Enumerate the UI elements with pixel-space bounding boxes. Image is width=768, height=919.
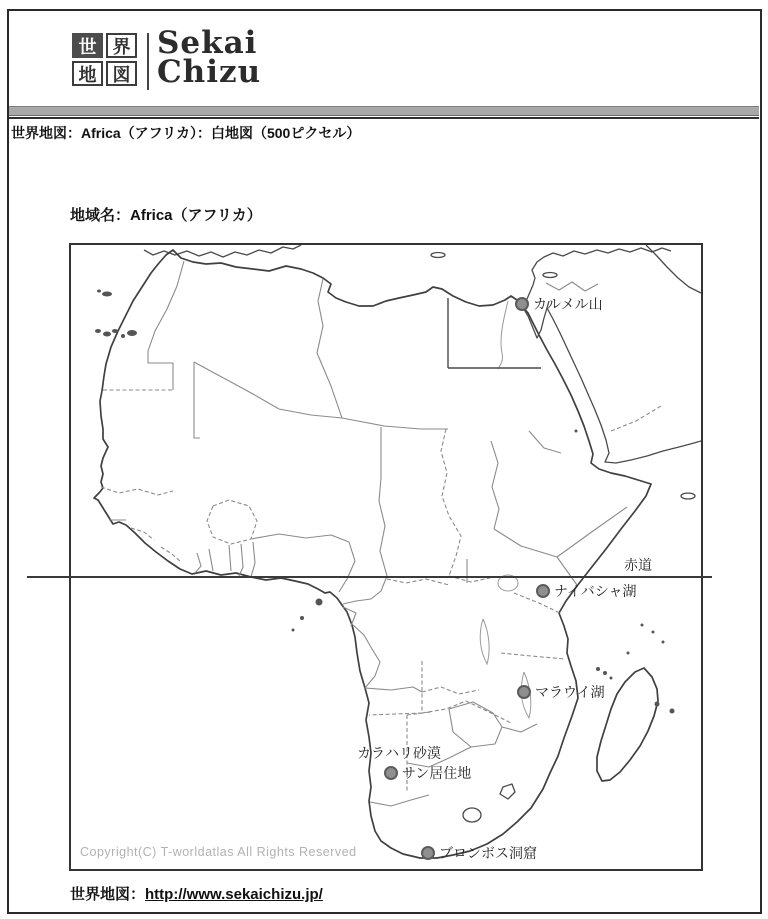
map-point-icon [421,846,435,860]
equator-label: 赤道 [624,557,652,573]
marker-label: サン居住地 [402,765,472,781]
marker-lake-malawi [517,682,605,702]
header-gray-bar [9,106,759,116]
logo-grid-icon [72,33,137,86]
map-point-icon [517,685,531,699]
marker-label: マラウイ湖 [535,684,605,700]
marker-label: ブロンボス洞窟 [439,845,537,861]
logo-char-3: 地 [72,61,103,86]
marker-lake-naivasha [536,581,636,601]
marker-blombos-cave [421,843,537,863]
logo-char-1: 世 [72,33,103,58]
logo-wordmark-line1: Sekai [157,25,258,61]
marker-label: ナイバシャ湖 [554,583,637,599]
marker-label: カルメル山 [533,296,603,312]
logo-char-2: 界 [106,33,137,58]
copyright-text: Copyright(C) T-worldatlas All Rights Reserved [80,845,357,859]
logo-wordmark [157,25,262,90]
logo-wordmark-line2: Chizu [157,54,262,90]
footer-site-link[interactable]: http://www.sekaichizu.jp/ [145,886,323,903]
region-name-label: 地域名：Africa（アフリカ） [70,207,262,224]
footer-prefix: 世界地図： [70,886,146,903]
header-rule [9,117,759,119]
site-logo [72,25,262,90]
logo-char-4: 図 [106,61,137,86]
marker-mount-carmel [515,294,603,314]
kalahari-desert-label: カラハリ砂漠 [357,745,441,761]
map-point-icon [536,584,550,598]
equator-line [27,576,712,578]
map-point-icon [384,766,398,780]
logo-divider [147,33,149,90]
marker-san-settlement [384,763,471,783]
map-point-icon [515,297,529,311]
breadcrumb: 世界地図：Africa（アフリカ）：白地図（500ピクセル） [11,125,361,141]
footer [70,883,323,904]
